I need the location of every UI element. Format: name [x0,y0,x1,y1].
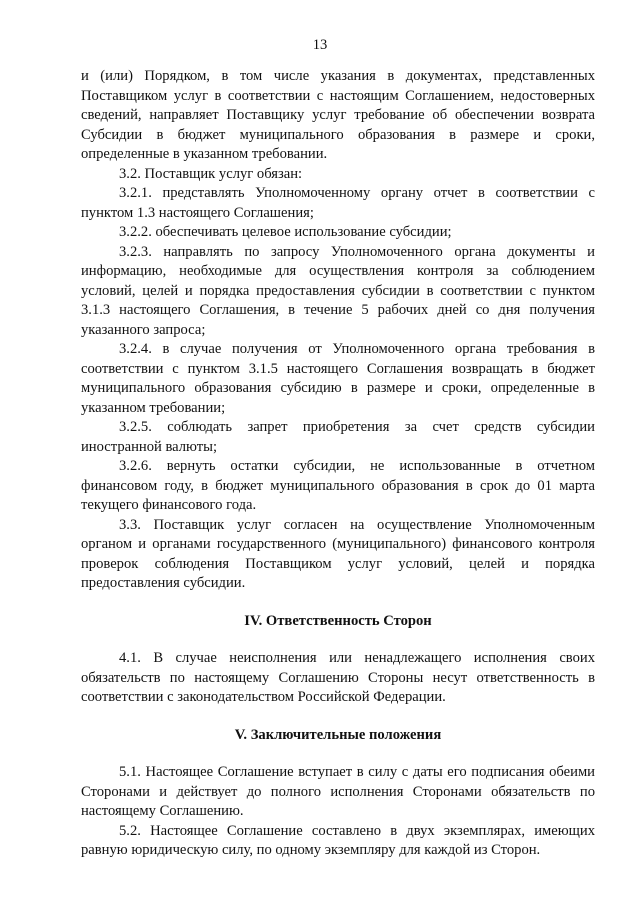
paragraph-3-2-6: 3.2.6. вернуть остатки субсидии, не использованные в отчетном финансовом году, в бюджет муниципального образования в срок до 01 марта текущего финансового года. [81,458,595,513]
paragraph-3-2-1: 3.2.1. представлять Уполномоченному органу отчет в соответствии с пунктом 1.3 настоящего Соглашения; [81,185,595,221]
paragraph-3-2-5: 3.2.5. соблюдать запрет приобретения за счет средств субсидии иностранной валюты; [81,419,595,455]
paragraph-5-1: 5.1. Настоящее Соглашение вступает в силу с даты его подписания обеими Сторонами и действует до полного исполнения Сторонами обязательств по настоящему Соглашению. [81,764,595,819]
paragraph-3-3: 3.3. Поставщик услуг согласен на осуществление Уполномоченным органом и органами государственного (муниципального) финансового контроля проверок соблюдения Поставщиком услуг условий, целей и порядка предоставления субсидии. [81,516,595,591]
paragraph-3-2: 3.2. Поставщик услуг обязан: [119,165,303,182]
section-heading-iv: IV. Ответственность Сторон [244,612,432,629]
document-body [81,67,595,861]
paragraph-3-2-2: 3.2.2. обеспечивать целевое использование субсидии; [119,224,452,240]
page-number: 13 [312,37,328,53]
section-5 [81,763,595,861]
paragraph-3-2-4: 3.2.4. в случае получения от Уполномоченного органа требования в соответствии с пунктом 3.1.5 настоящего Соглашения возвращать в бюджет муниципального образования субсидию в размере и сроки, определенные в указанном требовании; [81,341,595,416]
paragraph-5-2: 5.2. Настоящее Соглашение составлено в двух экземплярах, имеющих равную юридическую силу, по одному экземпляру для каждой из Сторон. [81,822,595,858]
section-4 [81,649,595,708]
section-heading-v: V. Заключительные положения [234,726,442,743]
paragraph-3-2-3: 3.2.3. направлять по запросу Уполномоченного органа документы и информацию, необходимые для осуществления контроля за соблюдением условий, целей и порядка предоставления субсидии в соответствии с пунктом 3.1.3 настоящего Соглашения, в течение 5 рабочих дней со дня получения указанного запроса; [81,243,595,338]
section-3-continued [81,67,595,594]
paragraph: и (или) Порядком, в том числе указания в документах, представленных Поставщиком услуг в соответствии с настоящим Соглашением, недостоверных сведений, направляет Поставщику услуг требование об обеспечении возврата Субсидии в бюджет муниципального образования в размере и сроки, определенные в указанном требовании. [81,68,595,162]
paragraph-4-1: 4.1. В случае неисполнения или ненадлежащего исполнения своих обязательств по настоящему Соглашению Стороны несут ответственность в соответствии с законодательством Российской Федерации. [81,650,595,705]
